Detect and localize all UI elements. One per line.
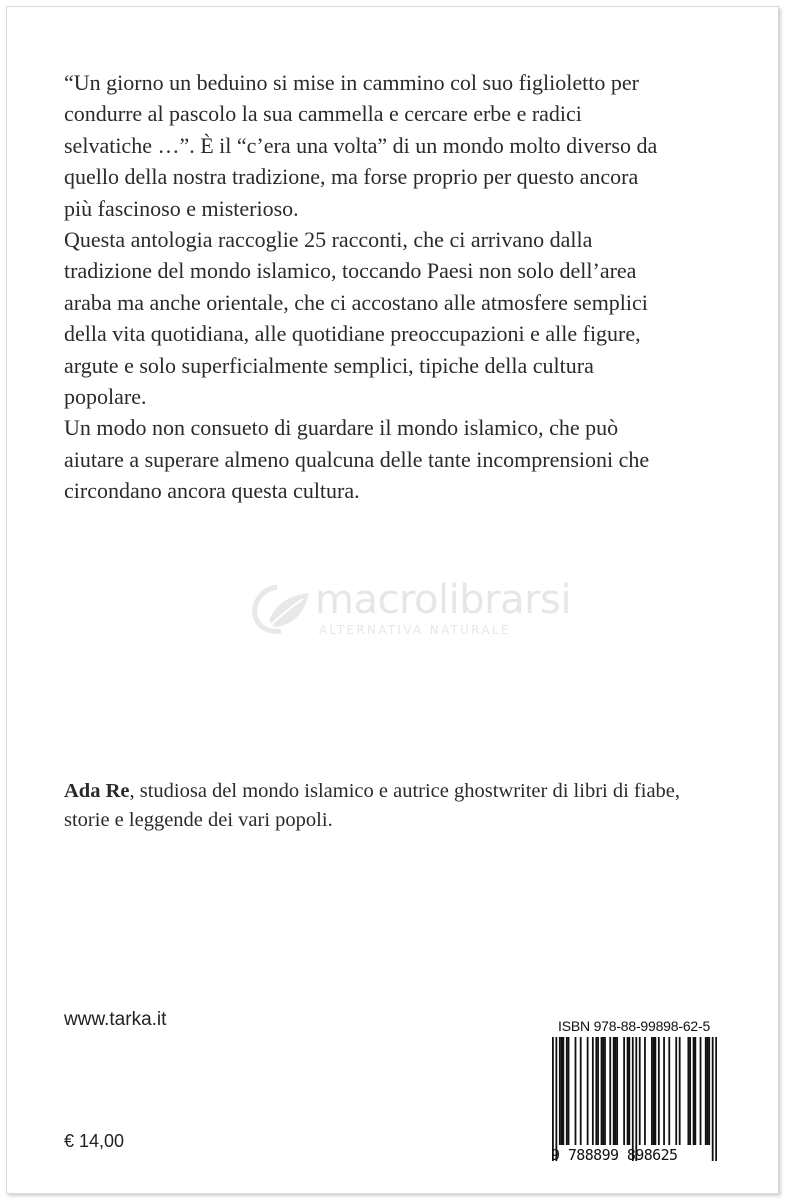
blurb-line: popolare. bbox=[64, 384, 147, 410]
barcode-bar bbox=[597, 1037, 599, 1145]
barcode-bar bbox=[689, 1037, 691, 1145]
author-bio-line bbox=[64, 777, 764, 806]
barcode-bar bbox=[632, 1037, 634, 1161]
barcode-bar bbox=[700, 1037, 702, 1145]
barcode-bar bbox=[555, 1037, 557, 1161]
blurb-line: circondano ancora questa cultura. bbox=[64, 478, 360, 504]
barcode-bar bbox=[654, 1037, 656, 1145]
isbn-label: ISBN 978-88-99898-62-5 bbox=[558, 1018, 711, 1034]
back-cover-page bbox=[6, 6, 779, 1194]
blurb-line: aiutare a superare almeno qualcuna delle tante incomprensioni che bbox=[64, 446, 650, 472]
leaf-logo-icon bbox=[247, 581, 313, 637]
blurb-line: quello della nostra tradizione, ma forse proprio per questo ancora bbox=[64, 164, 639, 190]
barcode-bar bbox=[628, 1037, 630, 1145]
barcode-bar bbox=[552, 1037, 554, 1161]
barcode-bar bbox=[604, 1037, 606, 1145]
watermark-tagline: ALTERNATIVA NATURALE bbox=[319, 623, 511, 637]
macrolibrarsi-watermark bbox=[247, 577, 571, 641]
barcode-bar bbox=[708, 1037, 710, 1145]
barcode-bar bbox=[561, 1037, 563, 1145]
barcode-bar bbox=[712, 1037, 714, 1161]
barcode-bar bbox=[580, 1037, 582, 1145]
barcode-bar bbox=[627, 1037, 629, 1145]
author-bio-line-2: storie e leggende dei vari popoli. bbox=[64, 809, 333, 831]
book-blurb bbox=[64, 67, 754, 507]
barcode-bar bbox=[687, 1037, 689, 1145]
blurb-line: tradizione del mondo islamico, toccando Paesi non solo dell’area bbox=[64, 258, 637, 284]
blurb-line: condurre al pascolo la sua cammella e cercare erbe e radici bbox=[64, 101, 582, 127]
barcode-bar bbox=[653, 1037, 655, 1145]
barcode-bar bbox=[562, 1037, 564, 1145]
blurb-line: Un modo non consueto di guardare il mondo islamico, che può bbox=[64, 415, 619, 441]
barcode-bar bbox=[715, 1037, 717, 1161]
watermark-name: macrolibrarsi bbox=[315, 577, 571, 623]
barcode-bar bbox=[694, 1037, 696, 1145]
barcode-bar bbox=[651, 1037, 653, 1145]
barcode-bar bbox=[592, 1037, 594, 1145]
blurb-line: selvatiche …”. È il “c’era una volta” di un mondo molto diverso da bbox=[64, 132, 658, 158]
barcode-bar bbox=[616, 1037, 618, 1145]
barcode-bar bbox=[705, 1037, 707, 1145]
blurb-line: “Un giorno un beduino si mise in cammino col suo figlioletto per bbox=[64, 70, 639, 95]
price-label: € 14,00 bbox=[64, 1131, 125, 1151]
barcode-bar bbox=[668, 1037, 670, 1145]
barcode-bar bbox=[693, 1037, 695, 1145]
blurb-line: Questa antologia raccoglie 25 racconti, che ci arrivano dalla bbox=[64, 227, 593, 253]
blurb-line: argute e solo superficialmente semplici, tipiche della cultura bbox=[64, 352, 594, 378]
blurb-line: araba ma anche orientale, che ci accostano alle atmosfere semplici bbox=[64, 289, 648, 315]
barcode-bar bbox=[623, 1037, 625, 1145]
barcode-bar bbox=[613, 1037, 615, 1145]
barcode-bar bbox=[679, 1037, 681, 1145]
barcode-digits: 9 788899 898625 bbox=[551, 1146, 678, 1164]
barcode-bar bbox=[601, 1037, 603, 1145]
barcode-bar bbox=[707, 1037, 709, 1145]
barcode-bar bbox=[658, 1037, 660, 1145]
barcode-bar bbox=[663, 1037, 665, 1145]
author-name: Ada Re bbox=[64, 780, 130, 802]
barcode-bar bbox=[644, 1037, 646, 1145]
barcode-bar bbox=[587, 1037, 589, 1145]
barcode-bar bbox=[595, 1037, 597, 1145]
barcode-bar bbox=[566, 1037, 568, 1145]
barcode-bar bbox=[675, 1037, 677, 1145]
blurb-line: della vita quotidiana, alle quotidiane preoccupazioni e alle figure, bbox=[64, 321, 641, 347]
barcode-bar bbox=[568, 1037, 570, 1145]
barcode-bar bbox=[575, 1037, 577, 1145]
barcode-bar bbox=[639, 1037, 641, 1145]
publisher-website: www.tarka.it bbox=[64, 1009, 167, 1030]
author-bio bbox=[64, 777, 764, 835]
barcode-bar bbox=[615, 1037, 617, 1145]
barcode-bar bbox=[609, 1037, 611, 1145]
barcode-bar bbox=[602, 1037, 604, 1145]
blurb-line: più fascinoso e misterioso. bbox=[64, 195, 299, 221]
author-bio-text: , studiosa del mondo islamico e autrice ghostwriter di libri di fiabe, bbox=[129, 780, 681, 802]
isbn-barcode bbox=[552, 1037, 717, 1161]
barcode-bar bbox=[635, 1037, 637, 1161]
barcode-bar bbox=[559, 1037, 561, 1145]
